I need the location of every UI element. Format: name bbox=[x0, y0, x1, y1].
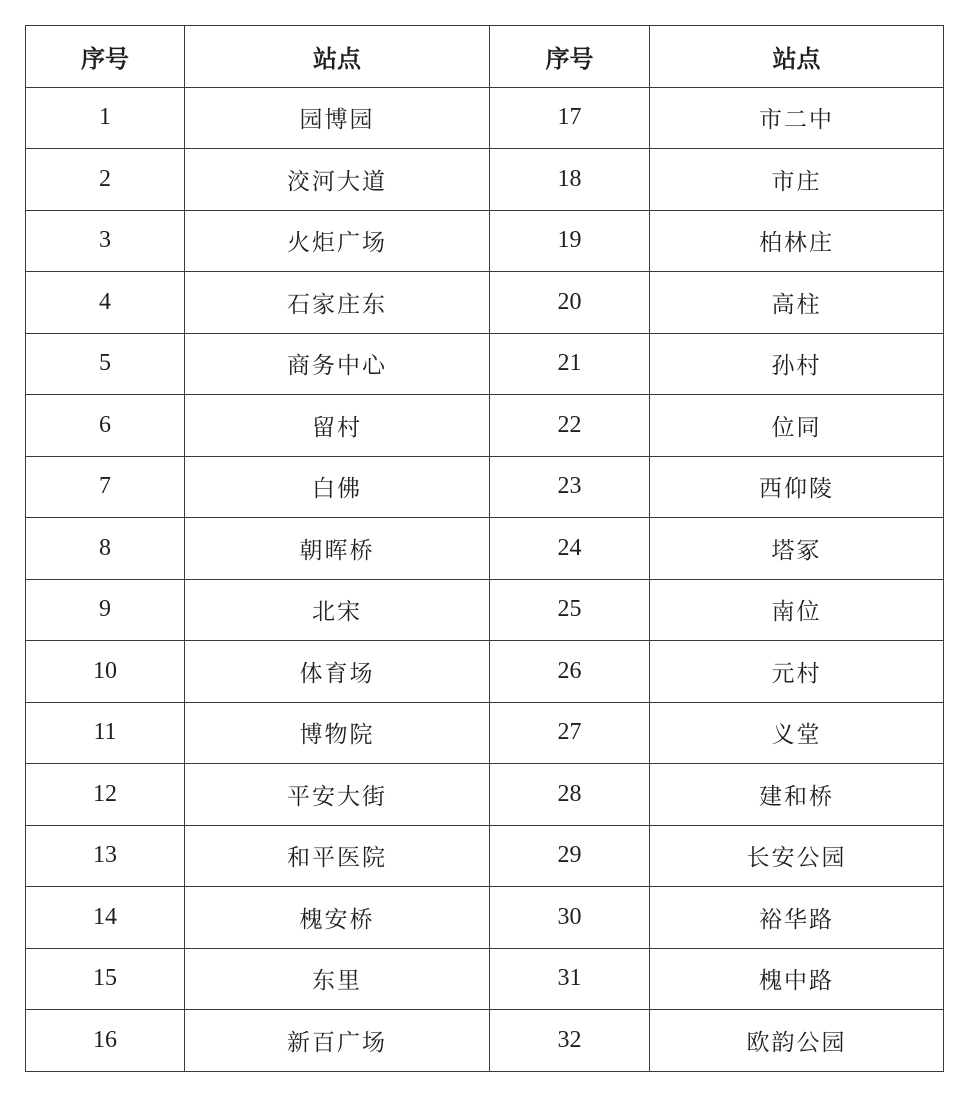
header-number-right: 序号 bbox=[490, 26, 650, 88]
cell-number-right: 22 bbox=[490, 395, 650, 457]
cell-station-left: 朝晖桥 bbox=[185, 518, 490, 580]
cell-number-left: 8 bbox=[26, 518, 185, 580]
cell-station-right: 位同 bbox=[650, 395, 944, 457]
table-header bbox=[26, 26, 944, 88]
cell-station-right: 元村 bbox=[650, 641, 944, 703]
table-body bbox=[26, 87, 944, 1071]
cell-station-left: 白佛 bbox=[185, 456, 490, 518]
table-row bbox=[26, 518, 944, 580]
cell-number-left: 14 bbox=[26, 887, 185, 949]
cell-station-right: 槐中路 bbox=[650, 948, 944, 1010]
table-row bbox=[26, 702, 944, 764]
cell-number-right: 26 bbox=[490, 641, 650, 703]
cell-number-right: 18 bbox=[490, 149, 650, 211]
table-row bbox=[26, 395, 944, 457]
cell-number-left: 1 bbox=[26, 87, 185, 149]
cell-number-right: 28 bbox=[490, 764, 650, 826]
cell-number-right: 32 bbox=[490, 1010, 650, 1072]
header-station-left: 站点 bbox=[185, 26, 490, 88]
table-row bbox=[26, 456, 944, 518]
header-station-right: 站点 bbox=[650, 26, 944, 88]
table-row bbox=[26, 210, 944, 272]
cell-number-right: 20 bbox=[490, 272, 650, 334]
cell-station-right: 西仰陵 bbox=[650, 456, 944, 518]
cell-station-left: 火炬广场 bbox=[185, 210, 490, 272]
cell-station-left: 商务中心 bbox=[185, 333, 490, 395]
cell-number-left: 5 bbox=[26, 333, 185, 395]
cell-number-right: 27 bbox=[490, 702, 650, 764]
cell-station-left: 新百广场 bbox=[185, 1010, 490, 1072]
cell-station-right: 建和桥 bbox=[650, 764, 944, 826]
cell-number-left: 15 bbox=[26, 948, 185, 1010]
cell-station-left: 园博园 bbox=[185, 87, 490, 149]
table-row bbox=[26, 948, 944, 1010]
cell-station-right: 市庄 bbox=[650, 149, 944, 211]
cell-number-right: 19 bbox=[490, 210, 650, 272]
table-row bbox=[26, 149, 944, 211]
table-row bbox=[26, 1010, 944, 1072]
cell-number-left: 13 bbox=[26, 825, 185, 887]
cell-station-left: 留村 bbox=[185, 395, 490, 457]
table-row bbox=[26, 579, 944, 641]
table-row bbox=[26, 764, 944, 826]
table-row bbox=[26, 825, 944, 887]
cell-number-right: 21 bbox=[490, 333, 650, 395]
header-row bbox=[26, 26, 944, 88]
table-row bbox=[26, 333, 944, 395]
cell-station-right: 高柱 bbox=[650, 272, 944, 334]
cell-number-left: 6 bbox=[26, 395, 185, 457]
header-number-left: 序号 bbox=[26, 26, 185, 88]
table-row bbox=[26, 641, 944, 703]
cell-station-right: 裕华路 bbox=[650, 887, 944, 949]
cell-number-left: 4 bbox=[26, 272, 185, 334]
cell-number-left: 12 bbox=[26, 764, 185, 826]
cell-number-right: 31 bbox=[490, 948, 650, 1010]
cell-station-right: 柏林庄 bbox=[650, 210, 944, 272]
table-row bbox=[26, 87, 944, 149]
cell-number-left: 16 bbox=[26, 1010, 185, 1072]
cell-number-right: 30 bbox=[490, 887, 650, 949]
cell-number-left: 10 bbox=[26, 641, 185, 703]
cell-station-right: 孙村 bbox=[650, 333, 944, 395]
cell-station-left: 石家庄东 bbox=[185, 272, 490, 334]
cell-station-right: 南位 bbox=[650, 579, 944, 641]
station-table bbox=[25, 25, 944, 1072]
cell-station-left: 博物院 bbox=[185, 702, 490, 764]
cell-station-right: 义堂 bbox=[650, 702, 944, 764]
cell-station-left: 体育场 bbox=[185, 641, 490, 703]
table-row bbox=[26, 887, 944, 949]
cell-station-left: 北宋 bbox=[185, 579, 490, 641]
cell-station-left: 东里 bbox=[185, 948, 490, 1010]
cell-station-right: 欧韵公园 bbox=[650, 1010, 944, 1072]
cell-number-left: 11 bbox=[26, 702, 185, 764]
cell-station-left: 洨河大道 bbox=[185, 149, 490, 211]
cell-number-left: 7 bbox=[26, 456, 185, 518]
cell-number-right: 24 bbox=[490, 518, 650, 580]
cell-number-right: 25 bbox=[490, 579, 650, 641]
cell-number-left: 9 bbox=[26, 579, 185, 641]
cell-station-left: 和平医院 bbox=[185, 825, 490, 887]
cell-number-right: 23 bbox=[490, 456, 650, 518]
cell-number-left: 3 bbox=[26, 210, 185, 272]
table-row bbox=[26, 272, 944, 334]
cell-station-right: 塔冢 bbox=[650, 518, 944, 580]
cell-number-right: 29 bbox=[490, 825, 650, 887]
cell-station-right: 长安公园 bbox=[650, 825, 944, 887]
cell-number-left: 2 bbox=[26, 149, 185, 211]
cell-station-left: 槐安桥 bbox=[185, 887, 490, 949]
cell-station-left: 平安大街 bbox=[185, 764, 490, 826]
cell-number-right: 17 bbox=[490, 87, 650, 149]
cell-station-right: 市二中 bbox=[650, 87, 944, 149]
